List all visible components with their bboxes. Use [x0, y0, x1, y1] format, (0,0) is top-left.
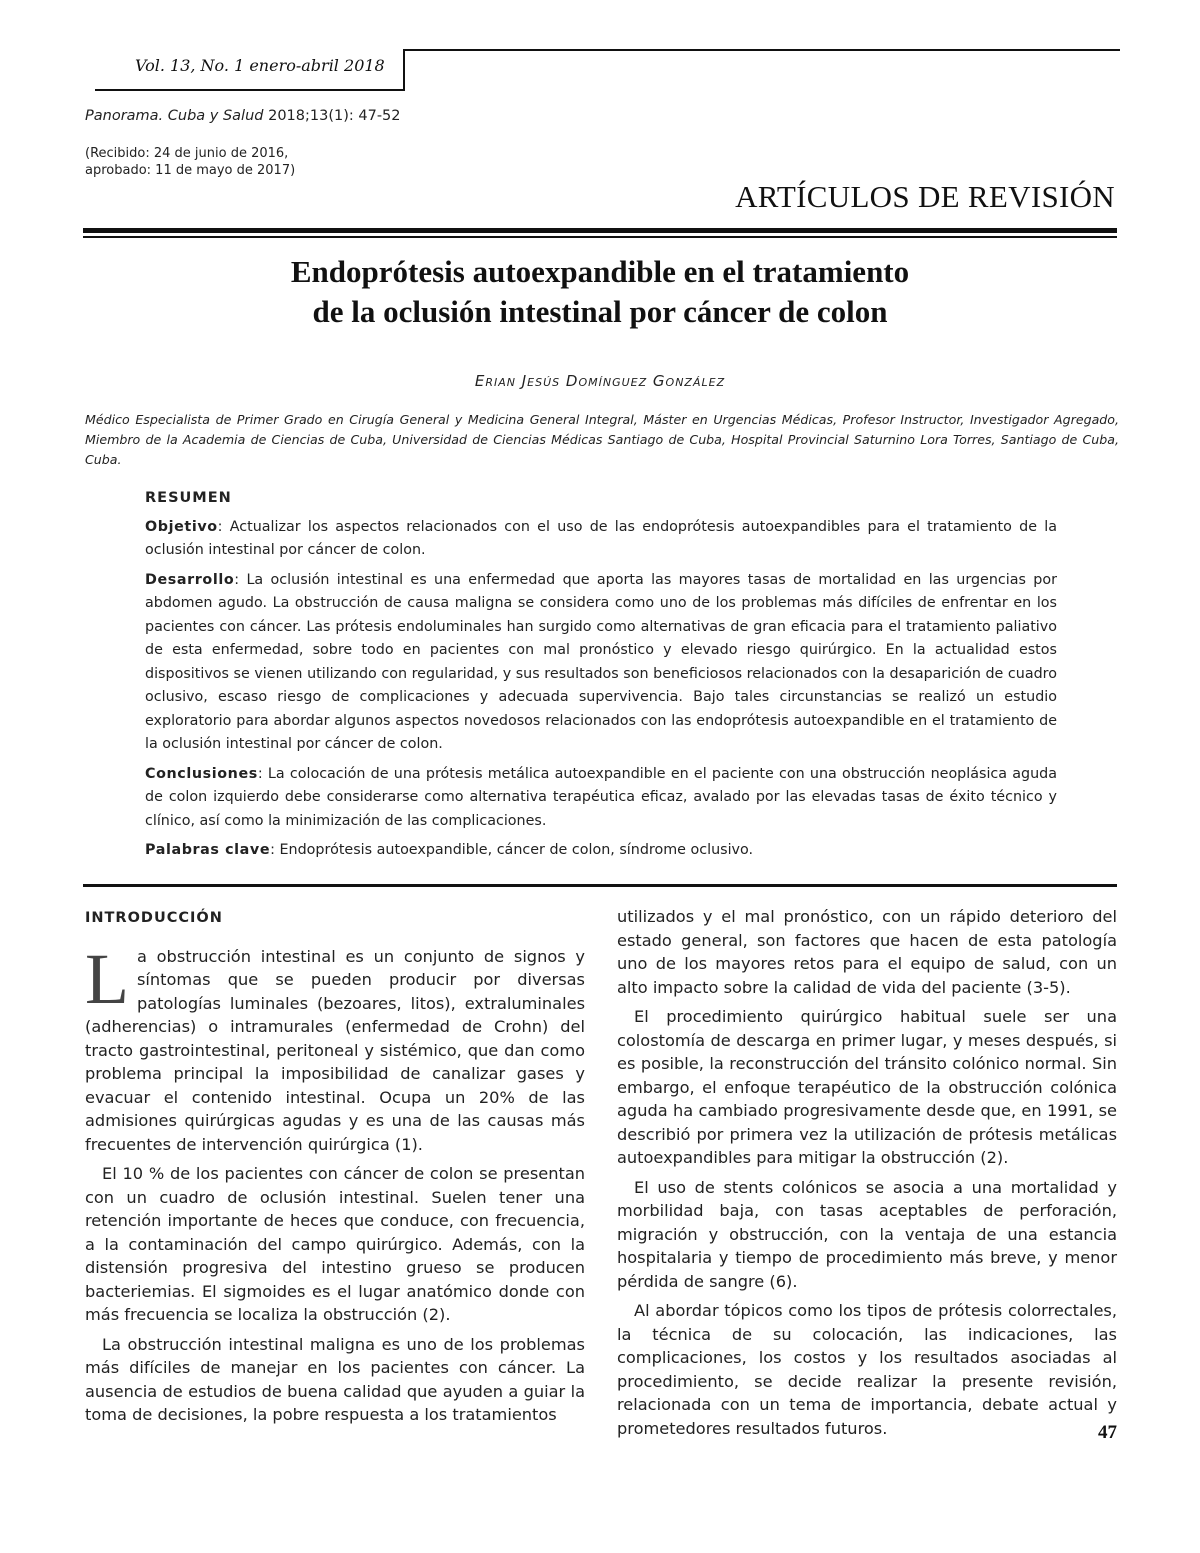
header-rule-thick — [83, 228, 1117, 233]
abstract — [145, 487, 1057, 869]
received-line: (Recibido: 24 de junio de 2016, — [85, 146, 289, 161]
objetivo-text: : Actualizar los aspectos relacionados con el uso de las endoprótesis autoexpandibles para el tratamiento de la oclusión intestinal por cáncer de colon. — [145, 518, 1057, 558]
desarrollo-text: : La oclusión intestinal es una enfermedad que aporta las mayores tasas de mortalidad en las urgencias por abdomen agudo. La obstrucción de causa maligna se considera como uno de los problemas más difíciles de enfrentar en los pacientes con cáncer. Las prótesis endoluminales han surgido como alternativas de gran eficacia para el tratamiento paliativo de esta enfermedad, sobre todo en pacientes con mal pronóstico y elevado riesgo quirúrgico. En la actualidad estos dispositivos se vienen utilizando con regularidad, y sus resultados son beneficiosos relacionados con la desaparición de cuadro oclusivo, escaso riesgo de complicaciones y adecuada supervivencia. Bajo tales circunstancias se realizó un estudio exploratorio para abordar algunos aspectos novedosos relacionados con las endoprótesis autoexpandible en el tratamiento de la oclusión intestinal por cáncer de colon. — [145, 571, 1057, 752]
intro-paragraph-1 — [85, 938, 585, 1157]
article-title — [83, 252, 1117, 332]
received-dates — [85, 145, 295, 179]
journal-box-top-rule — [403, 49, 1120, 51]
intro-paragraph-3: La obstrucción intestinal maligna es uno de los problemas más difíciles de manejar en los pacientes con cáncer. La ausencia de estudios de buena calidad que ayuden a guiar la toma de decisiones, la pobre respuesta a los tratamientos — [85, 1334, 585, 1424]
page-number: 47 — [1098, 1422, 1117, 1443]
abstract-bottom-rule — [83, 884, 1117, 887]
title-line-2: de la oclusión intestinal por cáncer de colon — [312, 294, 888, 329]
body-column-left — [85, 905, 585, 1433]
conclusiones-label: Conclusiones — [145, 765, 258, 782]
intro-paragraph-1-text: a obstrucción intestinal es un conjunto de signos y síntomas que se pueden producir por diversas patologías luminales (bezoares, litos), extraluminales (adherencias) o intramurales (enfermedad de Crohn) del tracto gastrointestinal, peritoneal y sistémico, que dan como problema principal la imposibilidad de canalizar gases y evacuar el contenido intestinal. Ocupa un 20% de las admisiones quirúrgicas agudas y es una de las causas más frecuentes de intervención quirúrgica (1). — [85, 946, 585, 1154]
intro-paragraph-4: El procedimiento quirúrgico habitual suele ser una colostomía de descarga en primer lugar, y meses después, si es posible, la reconstrucción del tránsito colónico normal. Sin embargo, el enfoque terapéutico de la obstrucción colónica aguda ha cambiado progresivamente desde que, en 1991, se describió por primera vez la utilización de prótesis metálicas autoexpandibles para mitigar la obstrucción (2). — [617, 1007, 1117, 1167]
abstract-conclusiones — [145, 763, 1057, 834]
abstract-objetivo — [145, 516, 1057, 563]
keywords-label: Palabras clave — [145, 842, 271, 858]
author-name: Erian Jesús Domínguez González — [474, 372, 726, 390]
journal-box-bottom-rule — [95, 89, 405, 91]
intro-heading: INTRODUCCIÓN — [85, 910, 223, 926]
volume-label: Vol. 13, No. 1 enero-abril 2018 — [135, 56, 385, 75]
citation — [85, 108, 401, 124]
intro-paragraph-6: Al abordar tópicos como los tipos de prótesis colorrectales, la técnica de su colocación, las indicaciones, las complicaciones, los costos y los resultados asociadas al procedimiento, se decide realizar la presente revisión, relacionada con un tema de importancia, debate actual y prometedores resultados futuros. — [617, 1301, 1117, 1438]
drop-cap: L — [85, 938, 129, 1019]
title-line-1: Endoprótesis autoexpandible en el tratamiento — [290, 254, 910, 289]
intro-paragraph-3-cont: utilizados y el mal pronóstico, con un rápido deterioro del estado general, son factores que hacen de esta patología uno de los mayores retos para el equipo de salud, con un alto impacto sobre la calidad de vida del paciente (3-5). — [617, 907, 1117, 997]
journal-box-side-rule — [403, 50, 405, 91]
header-rule-thin — [83, 236, 1117, 238]
section-title: ARTÍCULOS DE REVISIÓN — [735, 179, 1115, 214]
keywords-text: : Endoprótesis autoexpandible, cáncer de colon, síndrome oclusivo. — [270, 842, 754, 858]
citation-ref: 2018;13(1): 47-52 — [268, 108, 401, 124]
citation-journal: Panorama. Cuba y Salud — [85, 108, 264, 124]
author-affiliation: Médico Especialista de Primer Grado en Cirugía General y Medicina General Integral, Máster en Urgencias Médicas, Profesor Instructor, Investigador Agregado, Miembro de la Academia de Ciencias de Cuba, Universidad de Ciencias Médicas Santiago de Cuba, Hospital Provincial Saturnino Lora Torres, Santiago de Cuba, Cuba. — [85, 412, 1119, 467]
approved-line: aprobado: 11 de mayo de 2017) — [85, 163, 296, 178]
conclusiones-text: : La colocación de una prótesis metálica autoexpandible en el paciente con una obstrucción neoplásica aguda de colon izquierdo debe considerarse como alternativa terapéutica eficaz, avalado por las elevadas tasas de éxito técnico y clínico, así como la minimización de las complicaciones. — [145, 765, 1057, 829]
intro-paragraph-2: El 10 % de los pacientes con cáncer de colon se presentan con un cuadro de oclusión intestinal. Suelen tener una retención importante de heces que conduce, con frecuencia, a la contaminación del campo quirúrgico. Además, con la distensión progresiva del intestino grueso se producen bacteriemias. El sigmoides es el lugar anatómico donde con más frecuencia se localiza la obstrucción (2). — [85, 1164, 585, 1324]
desarrollo-label: Desarrollo — [145, 571, 235, 588]
abstract-keywords — [145, 839, 1057, 863]
abstract-desarrollo — [145, 569, 1057, 757]
body-column-right — [617, 905, 1117, 1446]
abstract-heading: RESUMEN — [145, 490, 232, 506]
objetivo-label: Objetivo — [145, 518, 218, 535]
intro-paragraph-5: El uso de stents colónicos se asocia a una mortalidad y morbilidad baja, con tasas aceptables de perforación, migración y obstrucción, con la ventaja de una estancia hospitalaria y tiempo de procedimiento más breve, y menor pérdida de sangre (6). — [617, 1177, 1117, 1291]
